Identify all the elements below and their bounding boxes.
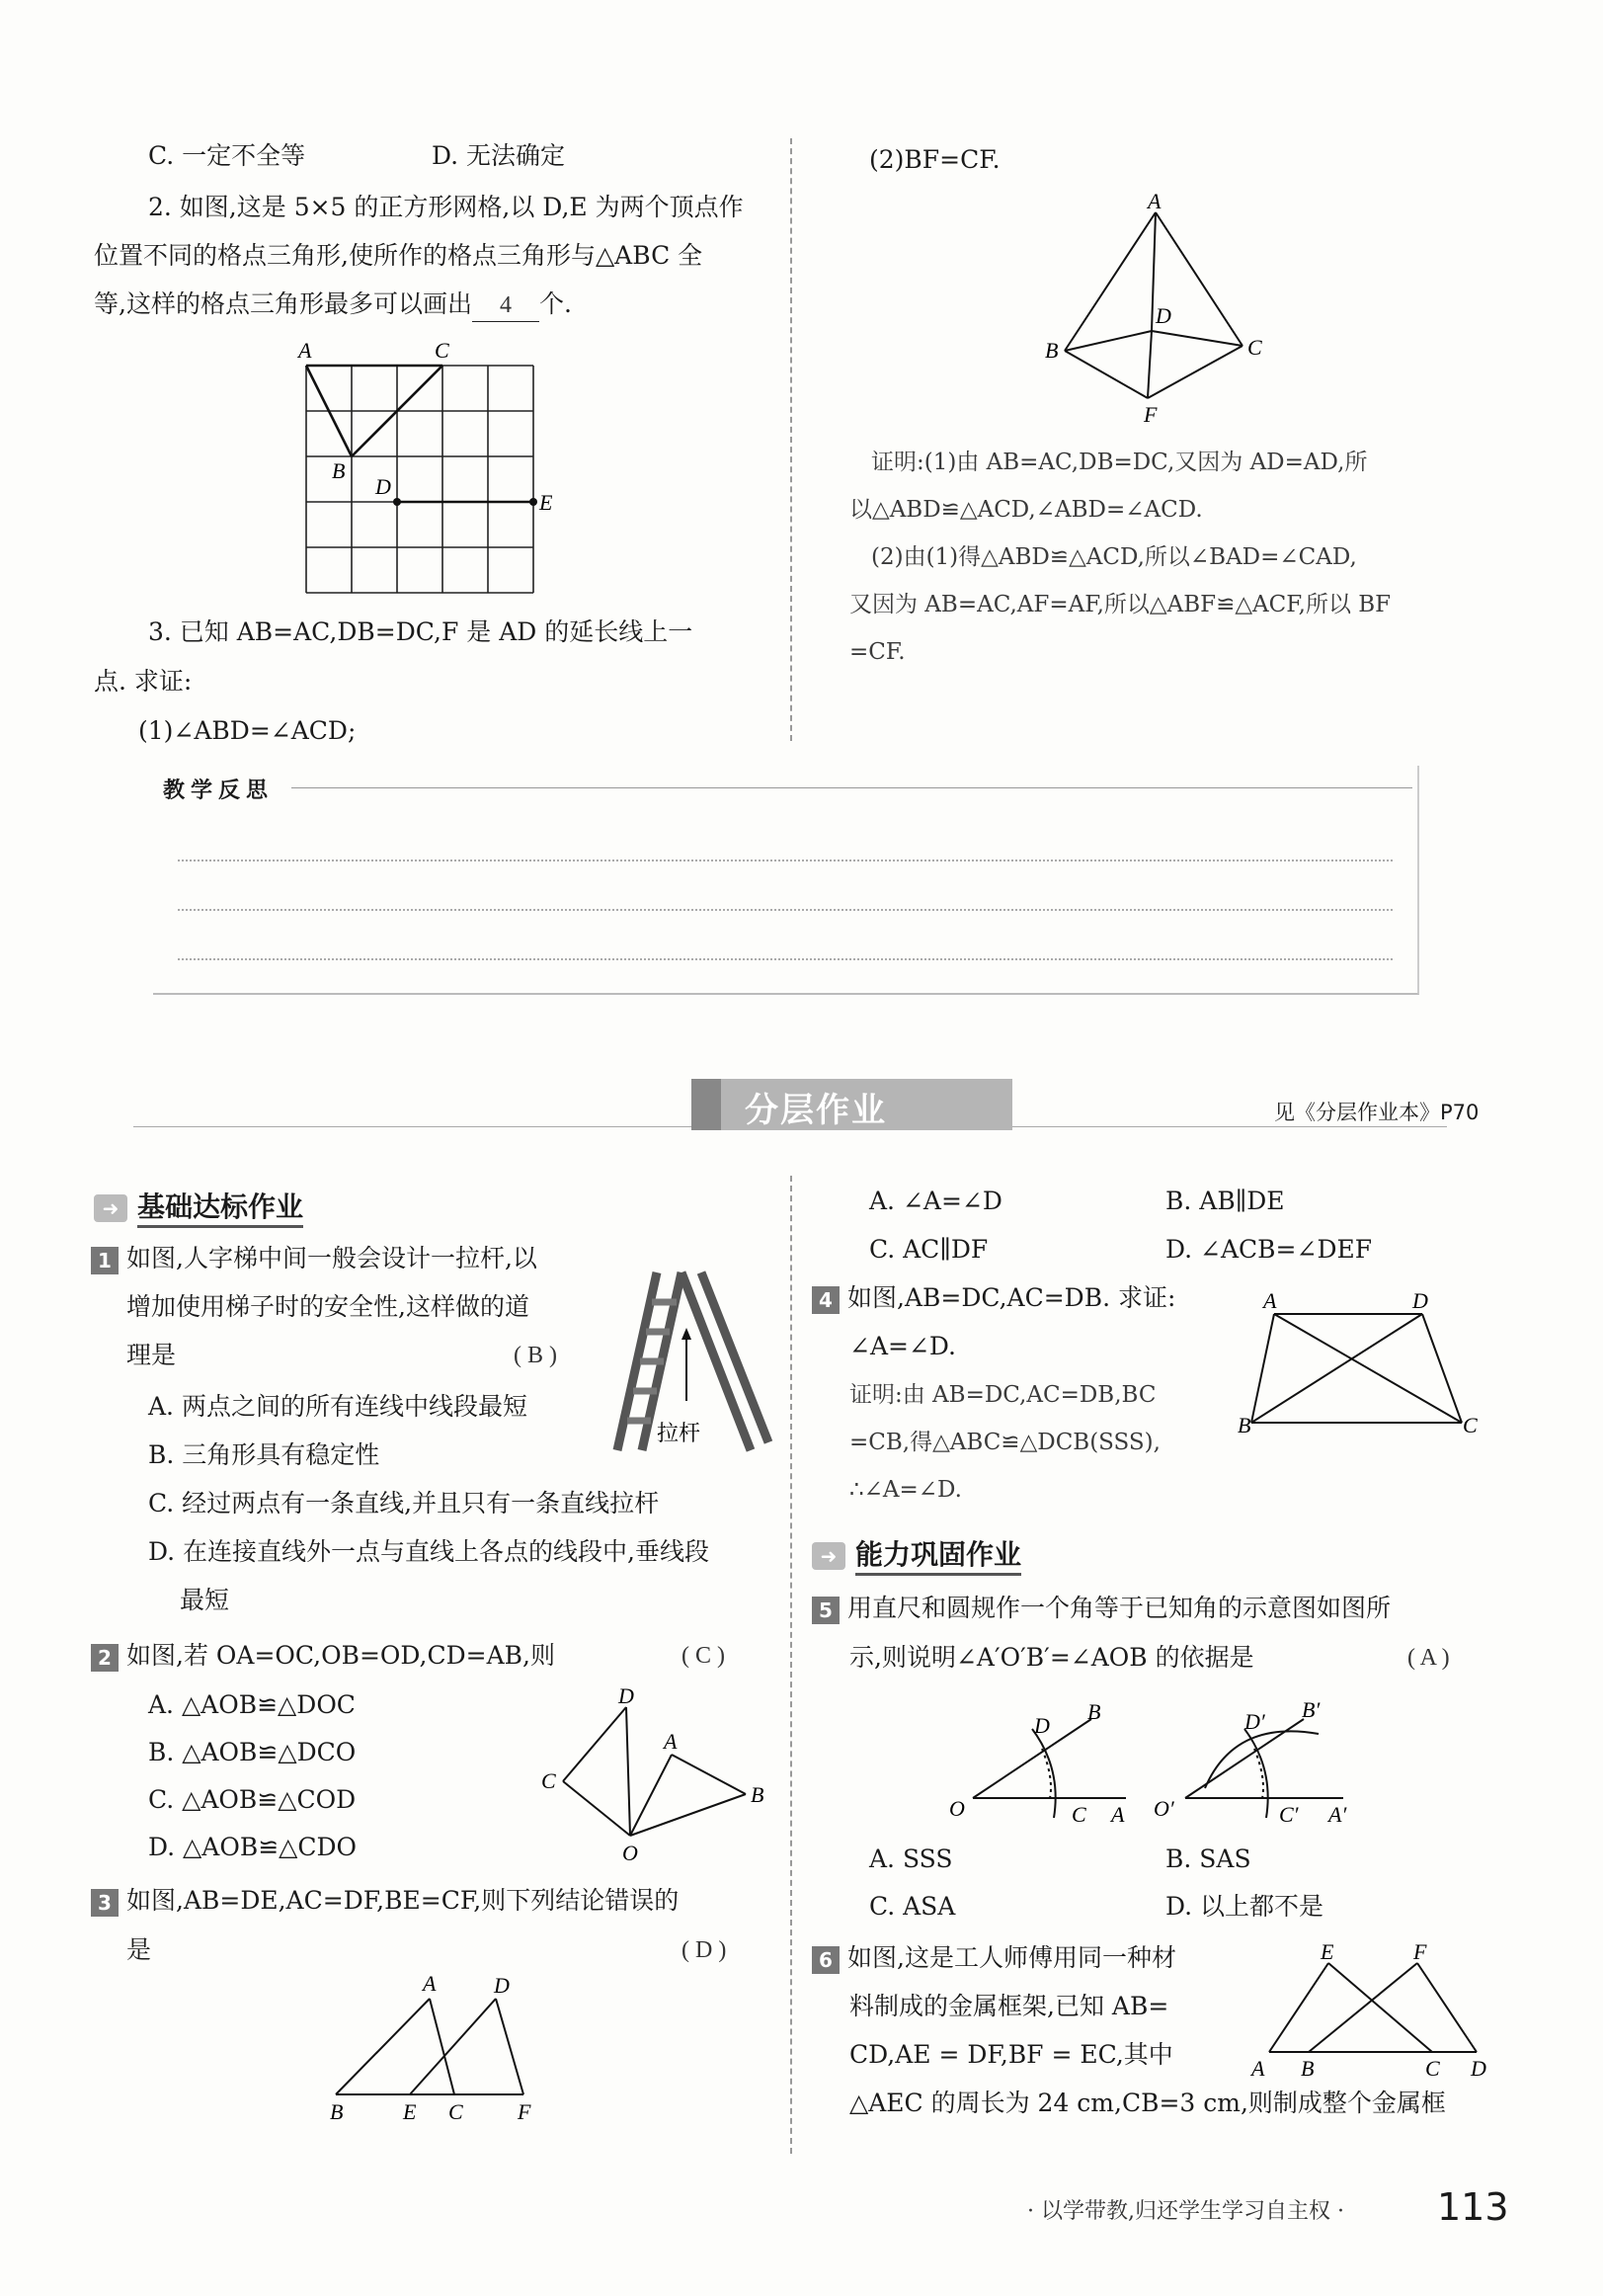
fig5r-label-d: D′ [1244, 1709, 1265, 1734]
kite-figure [1037, 189, 1284, 430]
b-q2-option-c: C. △AOB≌△COD [148, 1785, 357, 1814]
fig5l-label-c: C [1072, 1802, 1086, 1827]
q2-answer-blank: 4 [472, 289, 539, 322]
question-number: 5 [812, 1597, 840, 1624]
kite-label-d: D [1156, 303, 1171, 328]
q6-line3: CD,AE = DF,BF = EC,其中 [849, 2040, 1173, 2069]
fig6-label-b: B [1301, 2056, 1315, 2081]
b-q2-answer: ( C ) [681, 1643, 725, 1669]
b-q1-answer: ( B ) [514, 1343, 557, 1368]
q1-option-c: C. 一定不全等 [148, 141, 306, 170]
proof-line3: (2)由(1)得△ABD≌△ACD,所以∠BAD=∠CAD, [871, 544, 1357, 570]
r-q3-option-b: B. AB∥DE [1165, 1187, 1285, 1215]
q6-line2: 料制成的金属框架,已知 AB= [849, 1992, 1169, 2020]
b-q3-answer: ( D ) [681, 1937, 727, 1963]
fig2-label-o: O [622, 1841, 638, 1865]
banner-reference: 见《分层作业本》P70 [1274, 1101, 1480, 1124]
column-divider-bottom [790, 1176, 792, 2154]
reflection-line[interactable] [178, 958, 1393, 960]
fig2-label-d: D [618, 1683, 634, 1708]
q2-line1: 2. 如图,这是 5×5 的正方形网格,以 D,E 为两个顶点作 [148, 193, 744, 221]
fig5r-label-o: O′ [1154, 1796, 1174, 1821]
fig6-label-a: A [1251, 2056, 1265, 2081]
q5-option-c: C. ASA [869, 1892, 956, 1921]
fig3-label-f: F [518, 2099, 531, 2124]
reflection-title: 教学反思 [163, 779, 275, 803]
grid-label-b: B [332, 458, 346, 483]
fig5r-label-a: A′ [1328, 1802, 1347, 1827]
proof-line2: 以△ABD≌△ACD,∠ABD=∠ACD. [849, 497, 1203, 523]
q4-proof3: ∴∠A=∠D. [849, 1477, 962, 1503]
reflection-line[interactable] [178, 860, 1393, 861]
b-q1-option-b: B. 三角形具有稳定性 [148, 1440, 380, 1469]
fig4-figure [1240, 1284, 1482, 1442]
fig5l-label-o: O [949, 1796, 965, 1821]
b-q1-option-c: C. 经过两点有一条直线,并且只有一条直线拉杆 [148, 1489, 660, 1517]
proof-line4: 又因为 AB=AC,AF=AF,所以△ABF≌△ACF,所以 BF [849, 592, 1392, 617]
fig5-right [1146, 1689, 1373, 1828]
fig5-left [943, 1689, 1151, 1828]
grid-label-c: C [435, 338, 449, 363]
b-q2-line1: 2 如图,若 OA=OC,OB=OD,CD=AB,则 [91, 1640, 555, 1672]
fig5r-label-c: C′ [1279, 1802, 1299, 1827]
q2-line3: 等,这样的格点三角形最多可以画出 4 个. [94, 288, 572, 322]
fig3-label-a: A [423, 1971, 437, 1996]
footer-motto: · 以学带教,归还学生学习自主权 · [1027, 2199, 1344, 2224]
b-q2-option-a: A. △AOB≌△DOC [148, 1690, 356, 1719]
kite-label-f: F [1144, 402, 1158, 427]
kite-label-c: C [1247, 335, 1262, 360]
fig6-label-f: F [1413, 1939, 1427, 1964]
ladder-figure [602, 1263, 770, 1460]
grid-label-a: A [298, 338, 312, 363]
reflection-box [153, 766, 1419, 995]
fig3-label-c: C [448, 2099, 463, 2124]
fig2-label-b: B [751, 1782, 764, 1807]
b-q3-line2: 是 [126, 1935, 152, 1964]
question-number: 4 [812, 1286, 840, 1314]
ladder-label: 拉杆 [657, 1422, 701, 1446]
banner-box [691, 1079, 1012, 1130]
fig4-label-d: D [1412, 1288, 1428, 1313]
kite-label-a: A [1148, 189, 1162, 213]
fig5l-label-d: D [1034, 1713, 1050, 1738]
fig3-label-e: E [403, 2099, 417, 2124]
fig5l-label-a: A [1111, 1802, 1125, 1827]
reflection-line[interactable] [178, 909, 1393, 911]
fig4-label-c: C [1463, 1413, 1478, 1437]
fig4-label-a: A [1263, 1288, 1277, 1313]
fig2-label-a: A [664, 1729, 678, 1754]
fig4-label-b: B [1238, 1413, 1251, 1437]
b-q1-option-d1: D. 在连接直线外一点与直线上各点的线段中,垂线段 [148, 1537, 709, 1566]
fig3-label-b: B [330, 2099, 344, 2124]
banner-title: 分层作业 [745, 1091, 887, 1130]
arrow-icon: ➜ [812, 1542, 845, 1570]
r-q3-option-c: C. AC∥DF [869, 1235, 989, 1264]
grid-label-d: D [375, 474, 391, 499]
q3-part2: (2)BF=CF. [869, 145, 1001, 174]
b-q1-line2: 增加使用梯子时的安全性,这样做的道 [126, 1292, 529, 1321]
q5-answer: ( A ) [1407, 1645, 1450, 1671]
q3-line1: 3. 已知 AB=AC,DB=DC,F 是 AD 的延长线上一 [148, 617, 693, 646]
b-q1-option-a: A. 两点之间的所有连线中线段最短 [148, 1392, 527, 1421]
question-number: 6 [812, 1946, 840, 1974]
q6-line1: 6 如图,这是工人师傅用同一种材 [812, 1942, 1176, 1974]
basic-heading: ➜ 基础达标作业 [94, 1186, 303, 1225]
proof-line5: =CF. [849, 639, 906, 665]
r-q3-option-d: D. ∠ACB=∠DEF [1165, 1235, 1373, 1264]
fig2-figure [533, 1683, 770, 1865]
page-number: 113 [1437, 2185, 1509, 2229]
fig5r-label-b: B′ [1302, 1697, 1321, 1722]
fig6-figure [1240, 1941, 1491, 2080]
q5-option-a: A. SSS [869, 1845, 953, 1873]
q1-option-d: D. 无法确定 [432, 141, 566, 170]
q4-line1: 4 如图,AB=DC,AC=DB. 求证: [812, 1282, 1175, 1314]
question-number: 3 [91, 1889, 119, 1917]
question-number: 1 [91, 1247, 119, 1274]
question-number: 2 [91, 1644, 119, 1672]
grid-label-e: E [539, 490, 553, 515]
r-q3-option-a: A. ∠A=∠D [869, 1187, 1002, 1215]
fig6-label-c: C [1425, 2056, 1440, 2081]
q5-option-d: D. 以上都不是 [1165, 1892, 1324, 1921]
q2-line2: 位置不同的格点三角形,使所作的格点三角形与△ABC 全 [94, 241, 703, 270]
column-divider-top [790, 138, 792, 741]
fig3-figure [316, 1971, 553, 2129]
b-q1-line1: 1 如图,人字梯中间一般会设计一拉杆,以 [91, 1243, 537, 1274]
grid-figure [286, 336, 573, 603]
fig5l-label-b: B [1087, 1699, 1101, 1724]
q3-line2: 点. 求证: [94, 667, 193, 696]
b-q1-option-d2: 最短 [180, 1586, 230, 1614]
q5-line2: 示,则说明∠A′O′B′=∠AOB 的依据是 [849, 1643, 1254, 1672]
b-q2-option-b: B. △AOB≌△DCO [148, 1738, 357, 1766]
q4-proof2: =CB,得△ABC≌△DCB(SSS), [849, 1430, 1161, 1455]
b-q3-line1: 3 如图,AB=DE,AC=DF,BE=CF,则下列结论错误的 [91, 1885, 679, 1917]
fig6-label-d: D [1471, 2056, 1486, 2081]
q4-proof1: 证明:由 AB=DC,AC=DB,BC [849, 1382, 1157, 1408]
q5-line1: 5 用直尺和圆规作一个角等于已知角的示意图如图所 [812, 1593, 1391, 1624]
b-q2-option-d: D. △AOB≌△CDO [148, 1833, 358, 1861]
q6-line4: △AEC 的周长为 24 cm,CB=3 cm,则制成整个金属框 [849, 2089, 1446, 2117]
proof-line1: 证明:(1)由 AB=AC,DB=DC,又因为 AD=AD,所 [871, 450, 1368, 475]
kite-label-b: B [1045, 338, 1059, 363]
q4-line2: ∠A=∠D. [849, 1332, 956, 1360]
ability-heading: ➜ 能力巩固作业 [812, 1533, 1021, 1573]
arrow-icon: ➜ [94, 1194, 127, 1222]
fig6-label-e: E [1321, 1939, 1334, 1964]
fig3-label-d: D [494, 1973, 510, 1998]
fig2-label-c: C [541, 1768, 556, 1793]
q3-part1: (1)∠ABD=∠ACD; [138, 716, 357, 745]
b-q1-line3: 理是 [126, 1341, 177, 1369]
q5-option-b: B. SAS [1165, 1845, 1251, 1873]
